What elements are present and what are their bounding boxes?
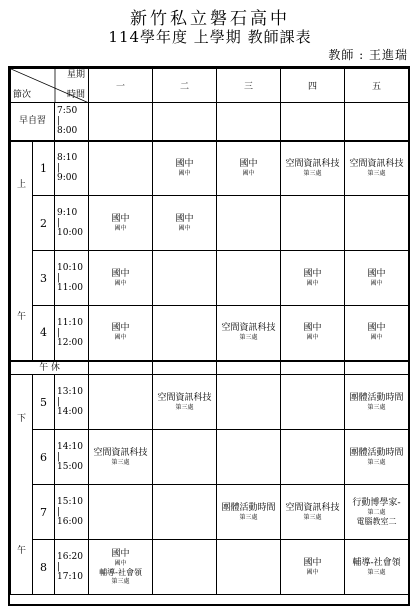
- empty-cell: [89, 375, 153, 430]
- period-time: 11:10 | 12:00: [55, 306, 89, 361]
- session-morning-top: 上: [16, 179, 26, 190]
- course-room: 國中: [178, 224, 191, 232]
- empty-cell: [345, 361, 409, 375]
- class-cell[interactable]: [345, 251, 409, 306]
- period-number: 2: [33, 196, 55, 251]
- class-cell[interactable]: [345, 485, 409, 540]
- day-header: 五: [345, 69, 409, 103]
- course-room: 第三處: [367, 458, 386, 466]
- course-room: 第三處: [111, 458, 130, 466]
- course-room: 國中: [306, 568, 319, 576]
- course-name: 空間資訊科技: [285, 502, 340, 513]
- course-room: 第三處: [367, 403, 386, 411]
- course-room: 第三處: [239, 334, 258, 342]
- corner-weekday-label: 星期: [67, 70, 86, 80]
- period-time: 9:10 | 10:00: [55, 196, 89, 251]
- class-cell[interactable]: [153, 196, 217, 251]
- course-name: 空間資訊科技: [349, 158, 404, 169]
- empty-cell: [153, 540, 217, 595]
- empty-cell: [153, 306, 217, 361]
- empty-cell: [281, 361, 345, 375]
- empty-cell: [89, 361, 153, 375]
- early-label: 早自習: [11, 103, 55, 141]
- session-afternoon-top: 下: [16, 413, 26, 424]
- day-header: 一: [89, 69, 153, 103]
- class-cell[interactable]: [281, 306, 345, 361]
- course-name: 國中: [303, 268, 322, 279]
- empty-cell: [217, 375, 281, 430]
- corner-period-label: 節次: [13, 90, 32, 100]
- course-name: 國中: [303, 323, 322, 334]
- course-name: 國中: [111, 548, 130, 559]
- period-time: 16:20 | 17:10: [55, 540, 89, 595]
- class-cell[interactable]: [281, 141, 345, 196]
- course-name: 國中: [367, 268, 386, 279]
- empty-cell: [217, 103, 281, 141]
- course-name: 空間資訊科技: [157, 392, 212, 403]
- class-cell[interactable]: [217, 141, 281, 196]
- course-room: 國中: [178, 169, 191, 177]
- course-room: 國中: [114, 559, 127, 567]
- corner-cell: [11, 69, 89, 103]
- course-name: 團體活動時間: [349, 392, 404, 403]
- class-cell[interactable]: [153, 141, 217, 196]
- period-number: 3: [33, 251, 55, 306]
- early-row: [11, 103, 409, 141]
- class-cell[interactable]: [345, 141, 409, 196]
- noon-label: 午 休: [11, 361, 89, 375]
- class-cell[interactable]: [89, 430, 153, 485]
- empty-cell: [153, 485, 217, 540]
- empty-cell: [217, 196, 281, 251]
- empty-cell: [281, 430, 345, 485]
- period-row: [11, 430, 409, 485]
- empty-cell: [281, 196, 345, 251]
- period-number: 5: [33, 375, 55, 430]
- schedule-subtitle: 114學年度 上學期 教師課表: [108, 28, 312, 46]
- class-cell[interactable]: [281, 540, 345, 595]
- empty-cell: [281, 375, 345, 430]
- class-cell[interactable]: [217, 306, 281, 361]
- session-afternoon: [11, 375, 33, 595]
- class-cell[interactable]: [89, 251, 153, 306]
- course-name: 空間資訊科技: [285, 158, 340, 169]
- timetable: [10, 68, 409, 595]
- class-cell[interactable]: [89, 306, 153, 361]
- course-room-2: 第三處: [111, 577, 130, 585]
- course-room: 國中: [114, 224, 127, 232]
- course-name: 國中: [239, 158, 258, 169]
- day-header: 三: [217, 69, 281, 103]
- course-name: 團體活動時間: [349, 447, 404, 458]
- empty-cell: [153, 103, 217, 141]
- course-room: 第三處: [367, 169, 386, 177]
- course-room: 國中: [370, 279, 383, 287]
- session-afternoon-bottom: 午: [16, 545, 26, 556]
- course-room: 國中: [370, 334, 383, 342]
- empty-cell: [345, 103, 409, 141]
- course-room: 第三處: [367, 568, 386, 576]
- period-time: 8:10 | 9:00: [55, 141, 89, 196]
- course-room: 第三處: [239, 513, 258, 521]
- empty-cell: [153, 361, 217, 375]
- course-name: 國中: [175, 158, 194, 169]
- empty-cell: [153, 430, 217, 485]
- course-name: 國中: [111, 323, 130, 334]
- early-time: 7:50 | 8:00: [55, 103, 89, 141]
- period-row: [11, 196, 409, 251]
- period-number: 6: [33, 430, 55, 485]
- empty-cell: [281, 103, 345, 141]
- empty-cell: [217, 361, 281, 375]
- corner-time-label: 時間: [67, 90, 86, 100]
- empty-cell: [345, 196, 409, 251]
- course-name: 國中: [303, 557, 322, 568]
- course-name: 空間資訊科技: [93, 447, 148, 458]
- empty-cell: [89, 141, 153, 196]
- empty-cell: [217, 430, 281, 485]
- course-extra: 電腦教室二: [356, 516, 397, 526]
- course-room: 國中: [114, 279, 127, 287]
- class-cell[interactable]: [345, 430, 409, 485]
- course-name: 團體活動時間: [221, 502, 276, 513]
- class-cell[interactable]: [281, 251, 345, 306]
- timetable-frame: [8, 66, 410, 606]
- class-cell[interactable]: [345, 540, 409, 595]
- course-name: 輔導-社會領: [352, 557, 401, 568]
- day-header: 四: [281, 69, 345, 103]
- noon-row: [11, 361, 409, 375]
- period-time: 10:10 | 11:00: [55, 251, 89, 306]
- course-name: 國中: [111, 268, 130, 279]
- period-row: [11, 485, 409, 540]
- period-time: 15:10 | 16:00: [55, 485, 89, 540]
- empty-cell: [153, 251, 217, 306]
- course-name: 國中: [367, 323, 386, 334]
- course-name: 國中: [111, 213, 130, 224]
- class-cell[interactable]: [345, 375, 409, 430]
- class-cell[interactable]: [89, 196, 153, 251]
- session-morning: [11, 141, 33, 361]
- course-room: 第三處: [303, 169, 322, 177]
- teacher-label: 教師 : 王進瑞: [328, 48, 408, 62]
- empty-cell: [217, 540, 281, 595]
- class-cell[interactable]: [217, 485, 281, 540]
- period-row: [11, 141, 409, 196]
- course-name: 行動博學家-: [352, 497, 401, 508]
- course-room: 國中: [306, 279, 319, 287]
- course-room: 國中: [306, 334, 319, 342]
- class-cell[interactable]: [153, 375, 217, 430]
- period-number: 8: [33, 540, 55, 595]
- day-header: 二: [153, 69, 217, 103]
- class-cell[interactable]: [345, 306, 409, 361]
- course-room: 國中: [114, 334, 127, 342]
- period-time: 13:10 | 14:00: [55, 375, 89, 430]
- course-room: 第三處: [303, 513, 322, 521]
- period-row: [11, 251, 409, 306]
- course-room: 國中: [242, 169, 255, 177]
- course-name: 國中: [175, 213, 194, 224]
- period-row: [11, 540, 409, 595]
- course-room: 第二處: [367, 508, 386, 516]
- header-row: [11, 69, 409, 103]
- empty-cell: [89, 485, 153, 540]
- school-title: 新竹私立磐石高中: [130, 9, 290, 29]
- session-morning-bottom: 午: [16, 311, 26, 322]
- period-row: [11, 375, 409, 430]
- period-number: 1: [33, 141, 55, 196]
- empty-cell: [89, 103, 153, 141]
- period-row: [11, 306, 409, 361]
- period-time: 14:10 | 15:00: [55, 430, 89, 485]
- class-cell[interactable]: [89, 540, 153, 595]
- course-extra: 輔導-社會領: [99, 567, 142, 577]
- period-number: 7: [33, 485, 55, 540]
- course-name: 空間資訊科技: [221, 323, 276, 334]
- period-number: 4: [33, 306, 55, 361]
- course-room: 第三處: [175, 403, 194, 411]
- class-cell[interactable]: [281, 485, 345, 540]
- empty-cell: [217, 251, 281, 306]
